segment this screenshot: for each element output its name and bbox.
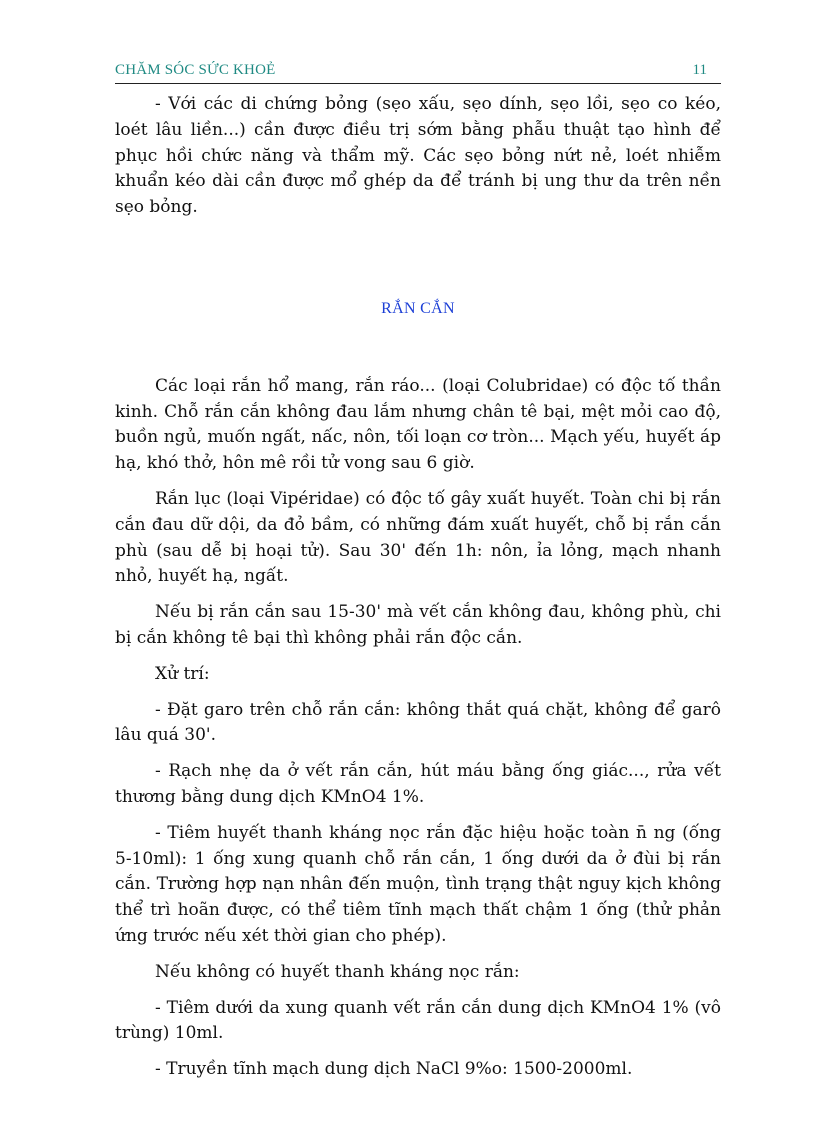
paragraph-non-venomous: Nếu bị rắn cắn sau 15-30' mà vết cắn không đau, không phù, chi bị cắn không tê bại thì không phải rắn độc cắn. [115,602,721,648]
intro-paragraph: - Với các di chứng bỏng (sẹo xấu, sẹo dính, sẹo lồi, sẹo co kéo, loét lâu liền...) cần được điều trị sớm bằng phẫu thuật tạo hình để phục hồi chức năng và thẩm mỹ. Các sẹo bỏng nứt nẻ, loét nhiễm khuẩn kéo dài cần được mổ ghép da để tránh bị ung thư da trên nền sẹo bỏng. [115,94,721,218]
paragraph-no-antivenom: Nếu không có huyết thanh kháng nọc rắn: [155,961,520,982]
page-number: 11 [692,62,707,78]
page-body [115,92,721,1093]
section-title: RẮN CẮN [381,299,455,317]
paragraph-kmno4-injection: - Tiêm dưới da xung quanh vết rắn cắn dung dịch KMnO4 1% (vô trùng) 10ml. [115,997,721,1044]
header-divider [115,83,721,84]
paragraph-antivenom: - Tiêm huyết thanh kháng nọc rắn đặc hiệu hoặc toàn n̄ ng (ống 5-10ml): 1 ống xung quanh chỗ rắn cắn, 1 ống dưới da ở đùi bị rắn cắn. Trường hợp nạn nhân đến muộn, tình trạng thật nguy kịch không thể trì hoãn được, có thể tiêm tĩnh mạch thất chậm 1 ống (thử phản ứng trước nếu xét thời gian cho phép). [115,822,721,946]
paragraph-incision: - Rạch nhẹ da ở vết rắn cắn, hút máu bằng ống giác..., rửa vết thương bằng dung dịch KMnO4 1%. [115,761,721,807]
paragraph-tourniquet: - Đặt garo trên chỗ rắn cắn: không thắt quá chặt, không để garô lâu quá 30'. [115,699,721,746]
paragraph-treatment-heading: Xử trí: [155,663,210,684]
paragraph-neurotoxin: Các loại rắn hổ mang, rắn ráo... (loại Colubridae) có độc tố thần kinh. Chỗ rắn cắn không đau lắm nhưng chân tê bại, mệt mỏi cao độ, buồn ngủ, muốn ngất, nấc, nôn, tối loạn cơ tròn... Mạch yếu, huyết áp hạ, khó thở, hôn mê rồi tử vong sau 6 giờ. [115,375,721,474]
paragraph-nacl-infusion: - Truyền tĩnh mạch dung dịch NaCl 9%o: 1500-2000ml. [155,1059,633,1080]
running-header [115,62,721,82]
paragraph-viper: Rắn lục (loại Vipéridae) có độc tố gây xuất huyết. Toàn chi bị rắn cắn đau dữ dội, da đỏ bầm, có những đám xuất huyết, chỗ bị rắn cắn phù (sau dễ bị hoại tử). Sau 30' đến 1h: nôn, ỉa lỏng, mạch nhanh nhỏ, huyết hạ, ngất. [115,488,721,587]
header-title: CHĂM SÓC SỨC KHOẺ [115,62,276,78]
